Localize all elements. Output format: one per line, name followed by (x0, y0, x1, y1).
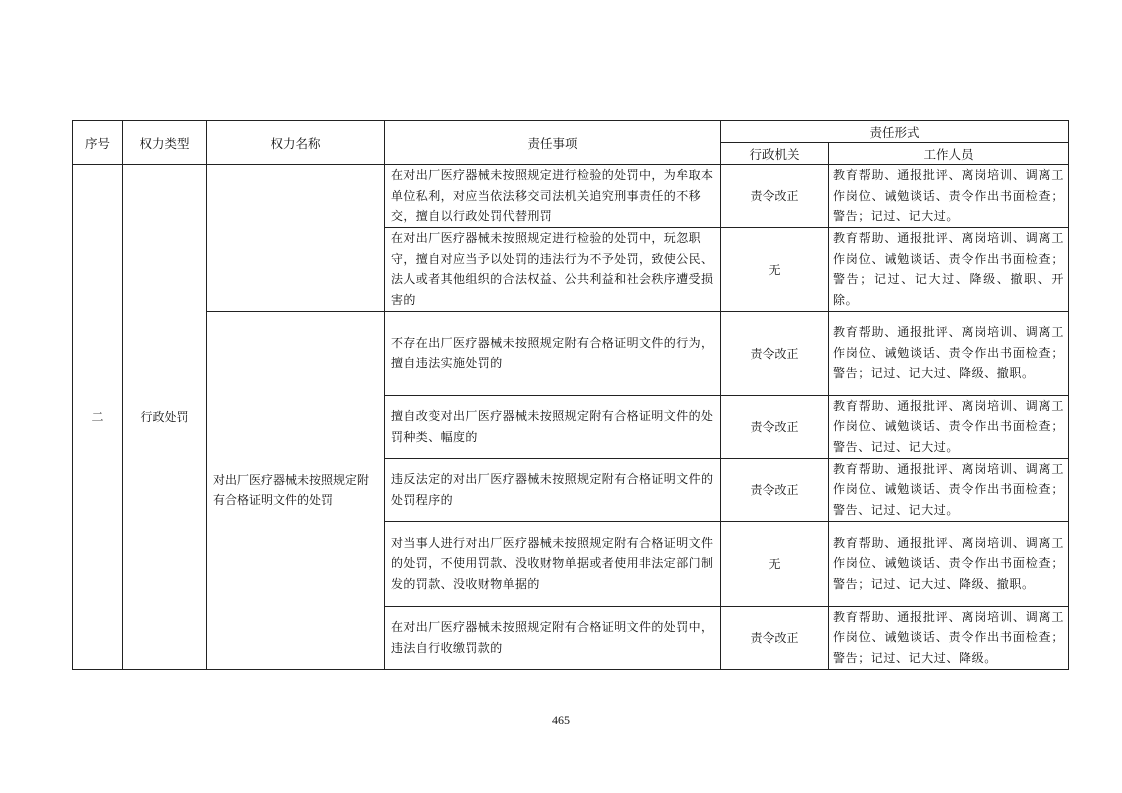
table-row (73, 311, 1069, 395)
header-agency: 行政机关 (721, 143, 829, 165)
header-row-1 (73, 121, 1069, 143)
group-seq-cell: 二 (73, 165, 123, 670)
power-name-cell: 对出厂医疗器械未按照规定附有合格证明文件的处罚 (207, 311, 385, 669)
header-duty: 责任事项 (385, 121, 721, 165)
header-staff: 工作人员 (829, 143, 1069, 165)
staff-cell: 教育帮助、通报批评、离岗培训、调离工作岗位、诫勉谈话、责令作出书面检查；警告、记过、记大过。 (829, 395, 1069, 458)
header-seq: 序号 (73, 121, 123, 165)
header-form: 责任形式 (721, 121, 1069, 143)
duty-cell: 擅自改变对出厂医疗器械未按照规定附有合格证明文件的处罚种类、幅度的 (385, 395, 721, 458)
staff-cell: 教育帮助、通报批评、离岗培训、调离工作岗位、诫勉谈话、责令作出书面检查；警告；记过、记大过。 (829, 165, 1069, 228)
duty-cell: 违反法定的对出厂医疗器械未按照规定附有合格证明文件的处罚程序的 (385, 458, 721, 521)
table-row (73, 165, 1069, 228)
responsibility-table (72, 120, 1069, 670)
staff-cell: 教育帮助、通报批评、离岗培训、调离工作岗位、诫勉谈话、责令作出书面检查；警告；记过、记大过、降级、撤职、开除。 (829, 227, 1069, 311)
agency-cell: 无 (721, 521, 829, 606)
duty-cell: 在对出厂医疗器械未按照规定进行检验的处罚中，玩忽职守，擅自对应当予以处罚的违法行为不予处罚，致使公民、法人或者其他组织的合法权益、公共利益和社会秩序遭受损害的 (385, 227, 721, 311)
agency-cell: 无 (721, 227, 829, 311)
agency-cell: 责令改正 (721, 606, 829, 669)
agency-cell: 责令改正 (721, 395, 829, 458)
agency-cell: 责令改正 (721, 458, 829, 521)
staff-cell: 教育帮助、通报批评、离岗培训、调离工作岗位、诫勉谈话、责令作出书面检查；警告；记过、记大过、降级。 (829, 606, 1069, 669)
group-power-type-cell: 行政处罚 (123, 165, 207, 670)
staff-cell: 教育帮助、通报批评、离岗培训、调离工作岗位、诫勉谈话、责令作出书面检查；警告；记过、记大过、降级、撤职。 (829, 521, 1069, 606)
page-number: 465 (552, 713, 570, 727)
duty-cell: 不存在出厂医疗器械未按照规定附有合格证明文件的行为，擅自违法实施处罚的 (385, 311, 721, 395)
power-name-cell-empty (207, 165, 385, 312)
agency-cell: 责令改正 (721, 311, 829, 395)
duty-cell: 在对出厂医疗器械未按照规定附有合格证明文件的处罚中，违法自行收缴罚款的 (385, 606, 721, 669)
header-power-type: 权力类型 (123, 121, 207, 165)
staff-cell: 教育帮助、通报批评、离岗培训、调离工作岗位、诫勉谈话、责令作出书面检查；警告、记过、记大过。 (829, 458, 1069, 521)
agency-cell: 责令改正 (721, 165, 829, 228)
duty-cell: 在对出厂医疗器械未按照规定进行检验的处罚中，为牟取本单位私利，对应当依法移交司法机关追究刑事责任的不移交，擅自以行政处罚代替刑罚 (385, 165, 721, 228)
duty-cell: 对当事人进行对出厂医疗器械未按照规定附有合格证明文件的处罚，不使用罚款、没收财物单据或者使用非法定部门制发的罚款、没收财物单据的 (385, 521, 721, 606)
header-power-name: 权力名称 (207, 121, 385, 165)
staff-cell: 教育帮助、通报批评、离岗培训、调离工作岗位、诫勉谈话、责令作出书面检查；警告；记过、记大过、降级、撤职。 (829, 311, 1069, 395)
